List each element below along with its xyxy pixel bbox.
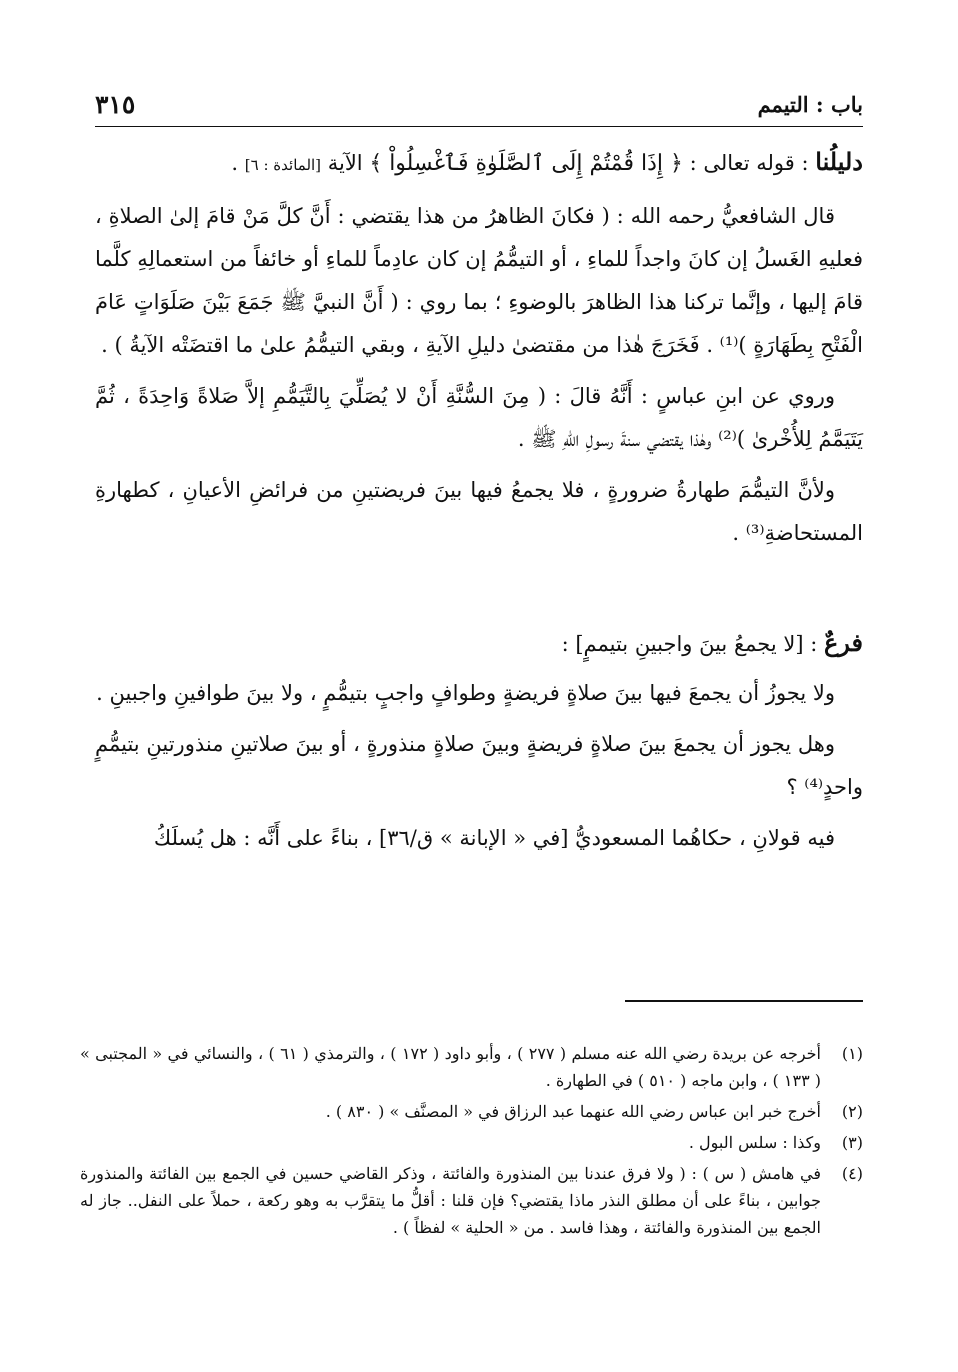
subsection-lead: فرعٌ — [823, 628, 863, 657]
paragraph-shafii: قال الشافعيُّ رحمه الله : ( فكانَ الظاهرُ من هذا يقتضي : أَنَّ كلَّ مَنْ قامَ إلىٰ الصلاةِ ، فعليهِ الغَسلُ إن كانَ واجداً للماءِ ، أو التيمُّمُ إن كان عادِماً للماءِ أو خائفاً من استعمالِهِ كلَّما قامَ إليها ، وإنَّما تركنا هذا الظاهرَ بالوضوءِ ؛ بما روي : ( أَنَّ النبيَّ ﷺ جَمَعَ بَيْنَ صَلَوَاتٍ عَامَ الْفَتْحِ بِطَهَارَةٍ )⁽¹⁾ . فَخَرَجَ هٰذا من مقتضىٰ دليلِ الآيةِ ، وبقي التيمُّمُ علىٰ ما اقتضَتْه الآيةُ ) . — [95, 204, 863, 357]
footnote — [80, 1129, 863, 1156]
verse-reference: [المائدة : ٦] — [244, 156, 322, 174]
footnote-number: (١) — [841, 1044, 863, 1063]
footnote-text: أخرجه عن بريدة رضي الله عنه مسلم ( ٢٧٧ ) ، وأبو داود ( ١٧٢ ) ، والترمذي ( ٦١ ) ، والنسائي في « المجتبى » ( ١٣٣ ) ، وابن ماجه ( ٥١٠ ) في الطهارة . — [80, 1044, 822, 1090]
subsection-heading — [95, 621, 863, 666]
subsection-title: : [لا يجمعُ بينَ واجبينِ بتيممٍ] : — [561, 632, 824, 656]
footnote-text: أخرج خبر ابن عباس رضي الله عنهما عبد الرزاق في « المصنَّف » ( ٨٣٠ ) . — [325, 1102, 821, 1121]
running-header — [95, 88, 863, 124]
chapter-title: باب : التيمم — [757, 92, 863, 117]
footnote-number: (٤) — [841, 1164, 863, 1183]
paragraph-vowed-prayer: وهل يجوز أن يجمعَ بينَ صلاةٍ فريضةٍ وبينَ صلاةٍ منذورةٍ ، أو بينَ صلاتينِ منذورتينِ بتيمُّمٍ واحدٍ⁽⁴⁾ ؟ — [95, 732, 863, 799]
paragraph-two-opinions: فيه قولانِ ، حكاهُما المسعوديُّ [في « الإبانة » ق/٣٦] ، بناءً على أَنَّه : هل يُسلَكُ — [153, 826, 835, 850]
footnote-separator — [625, 1000, 863, 1002]
footnote-text: في هامش ( س ) : ( ولا فرق عندنا بين المنذورة والفائتة ، وذكر القاضي حسين في الجمع بين الفائتة والمنذورة جوابين ، بناءً على أن مطلق النذر ماذا يقتضي؟ فإن قلنا : أقلُّ ما يتقرَّب به وهو ركعة ، حملاً على النفل.. جاز له الجمع بين المنذورة والفائتة ، وهذا فاسد . من « الحلية » لفظاً ) . — [80, 1164, 821, 1237]
footnote — [80, 1098, 863, 1125]
footnote-number: (٢) — [841, 1102, 863, 1121]
paragraph-lead: دليلُنا — [815, 147, 863, 176]
footnotes — [80, 1040, 863, 1245]
header-rule — [95, 126, 863, 127]
paragraph-necessity: ولأنَّ التيمُّمَ طهارةُ ضرورةٍ ، فلا يجمعُ فيها بينَ فريضتينِ من فرائضِ الأعيانِ ، كطهارةِ المستحاضةِ⁽³⁾ . — [95, 478, 863, 545]
paragraph-text: الآية — [321, 151, 370, 175]
paragraph-text: . — [231, 151, 245, 175]
footnote-number: (٣) — [841, 1133, 863, 1152]
page-number: ٣١٥ — [95, 90, 136, 119]
paragraph-evidence — [95, 140, 863, 187]
footnote — [80, 1160, 863, 1241]
main-text — [95, 140, 863, 860]
paragraph-text: : قوله تعالى : — [682, 151, 816, 175]
paragraph-ibn-abbas: وروي عن ابنِ عباسٍ : أَنَّهُ قالَ : ( مِنَ السُّنَّةِ أَنْ لا يُصَلِّيَ بِالتَّيَمُّمِ إلاَّ صَلاةً وَاحِدَةً ، ثُمَّ يَتَيَمَّمُ لِلأُخْرىٰ )⁽²⁾ وهٰذا يقتضي سنةَ رسولِ اللهِ ﷺ . — [95, 384, 863, 451]
footnote — [80, 1040, 863, 1094]
quran-verse: ﴿ إِذَا قُمْتُمْ إِلَى ٱلصَّلَوٰةِ فَٱغْسِلُواْ ﴾ — [369, 151, 683, 176]
paragraph-tawaf: ولا يجوزُ أن يجمعَ فيها بينَ صلاةٍ فريضةٍ وطوافٍ واجبٍ بتيمُّمٍ ، ولا بينَ طوافينِ واجبينِ . — [96, 681, 835, 705]
footnote-text: وكذا : سلس البول . — [688, 1133, 821, 1152]
